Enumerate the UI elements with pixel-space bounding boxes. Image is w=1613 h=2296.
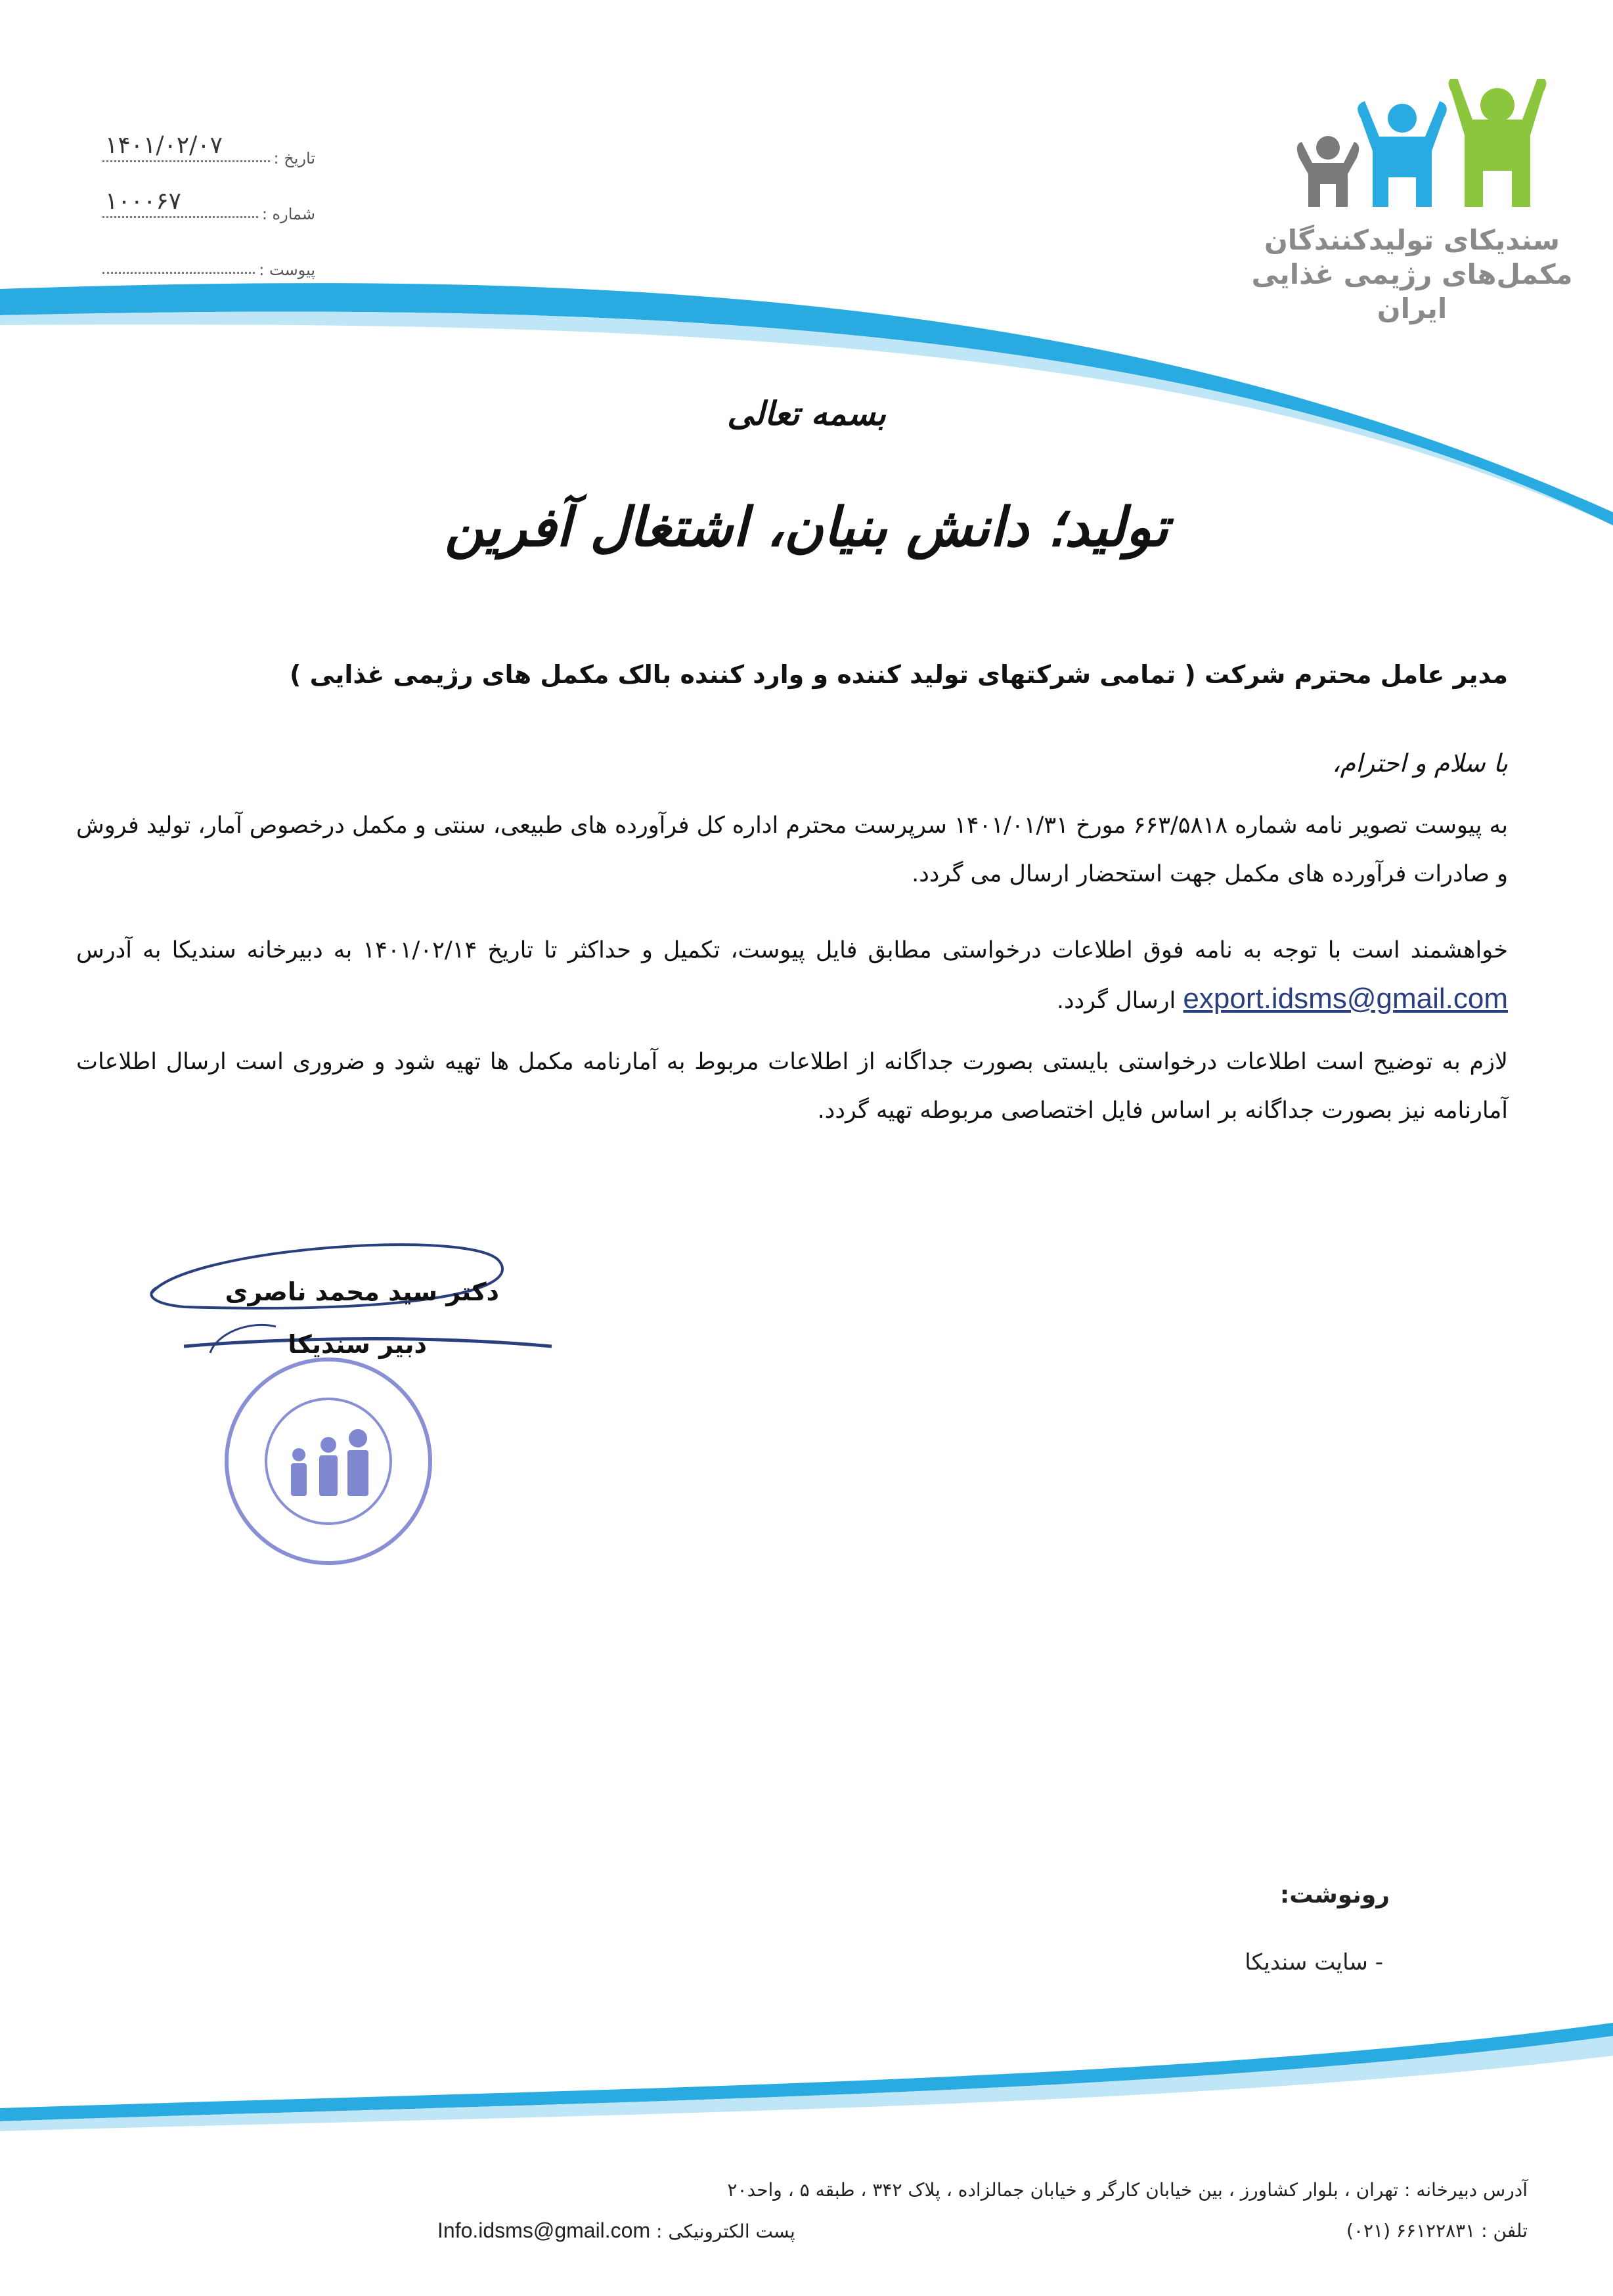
greeting: با سلام و احترام، — [1332, 749, 1508, 778]
syndicate-logo-icon — [1287, 79, 1563, 210]
footer-wave — [0, 2010, 1613, 2141]
paragraph-2 — [76, 926, 1508, 1025]
footer-email[interactable]: Info.idsms@gmail.com — [437, 2219, 651, 2242]
slogan: تولید؛ دانش بنیان، اشتغال آفرین — [445, 496, 1168, 559]
org-name-line2: مکمل‌های رژیمی غذایی — [1251, 258, 1573, 290]
org-name-line3: ایران — [1377, 292, 1447, 324]
paragraph-1: به پیوست تصویر نامه شماره ۶۶۳/۵۸۱۸ مورخ ۱۴۰۱/۰۱/۳۱ سرپرست محترم اداره کل فرآورده های طبیعی، سنتی و مکمل درخصوص آمار، تولید فروش و صادرات فرآورده های مکمل جهت استحضار ارسال می گردد. — [76, 812, 1509, 887]
paragraph-2-end: ارسال گردد. — [1056, 988, 1176, 1014]
stamp-seal-icon — [220, 1353, 437, 1570]
footer-email-group — [437, 2219, 795, 2243]
footer-phone: تلفن : ۶۶۱۲۲۸۳۱ (۰۲۱) — [1346, 2220, 1528, 2241]
org-name-line1: سندیکای تولیدکنندگان — [1264, 224, 1560, 256]
number-value: ۱۰۰۰۶۷ — [105, 188, 182, 215]
email-link[interactable]: export.idsms@gmail.com — [1183, 982, 1508, 1015]
paragraph-3: لازم به توضیح است اطلاعات درخواستی بایستی بصورت جداگانه از اطلاعات مربوط به آمارنامه مکمل ها تهیه شود و ضروری است ارسال اطلاعات آمارنامه نیز بصورت جداگانه بر اساس فایل اختصاصی مربوطه تهیه گردد. — [76, 1049, 1508, 1124]
addressee: مدیر عامل محترم شرکت ( تمامی شرکتهای تولید کننده و وارد کننده بالک مکمل های رژیمی غذایی ) — [290, 660, 1508, 689]
official-stamp — [220, 1353, 437, 1570]
footer-address: آدرس دبیرخانه : تهران ، بلوار کشاورز ، بین خیابان کارگر و خیابان جمالزاده ، پلاک ۳۴۲ ، طبقه ۵ ، واحد۲۰ — [727, 2179, 1528, 2201]
footer-email-label: پست الکترونیکی : — [656, 2220, 795, 2242]
attachment-field — [99, 246, 315, 279]
basmala: بسمه تعالی — [727, 394, 886, 433]
paragraph-2-text: خواهشمند است با توجه به نامه فوق اطلاعات درخواستی مطابق فایل پیوست، تکمیل و حداکثر تا تاریخ ۱۴۰۱/۰۲/۱۴ به دبیرخانه سندیکا به آدرس — [76, 937, 1508, 963]
attachment-label: پیوست : — [259, 261, 315, 279]
date-label: تاریخ : — [273, 149, 315, 167]
cc-item: - سایت سندیکا — [1245, 1949, 1383, 1976]
date-field — [99, 132, 315, 167]
number-label: شماره : — [261, 205, 315, 223]
date-value: ۱۴۰۱/۰۲/۰۷ — [105, 132, 223, 159]
number-field — [99, 190, 315, 223]
footer-contact — [70, 2219, 1528, 2243]
signatory-title: دبیر سندیکا — [288, 1330, 427, 1359]
signatory-name: دکتر سید محمد ناصری — [225, 1277, 499, 1306]
cc-title: رونوشت: — [1279, 1882, 1390, 1909]
